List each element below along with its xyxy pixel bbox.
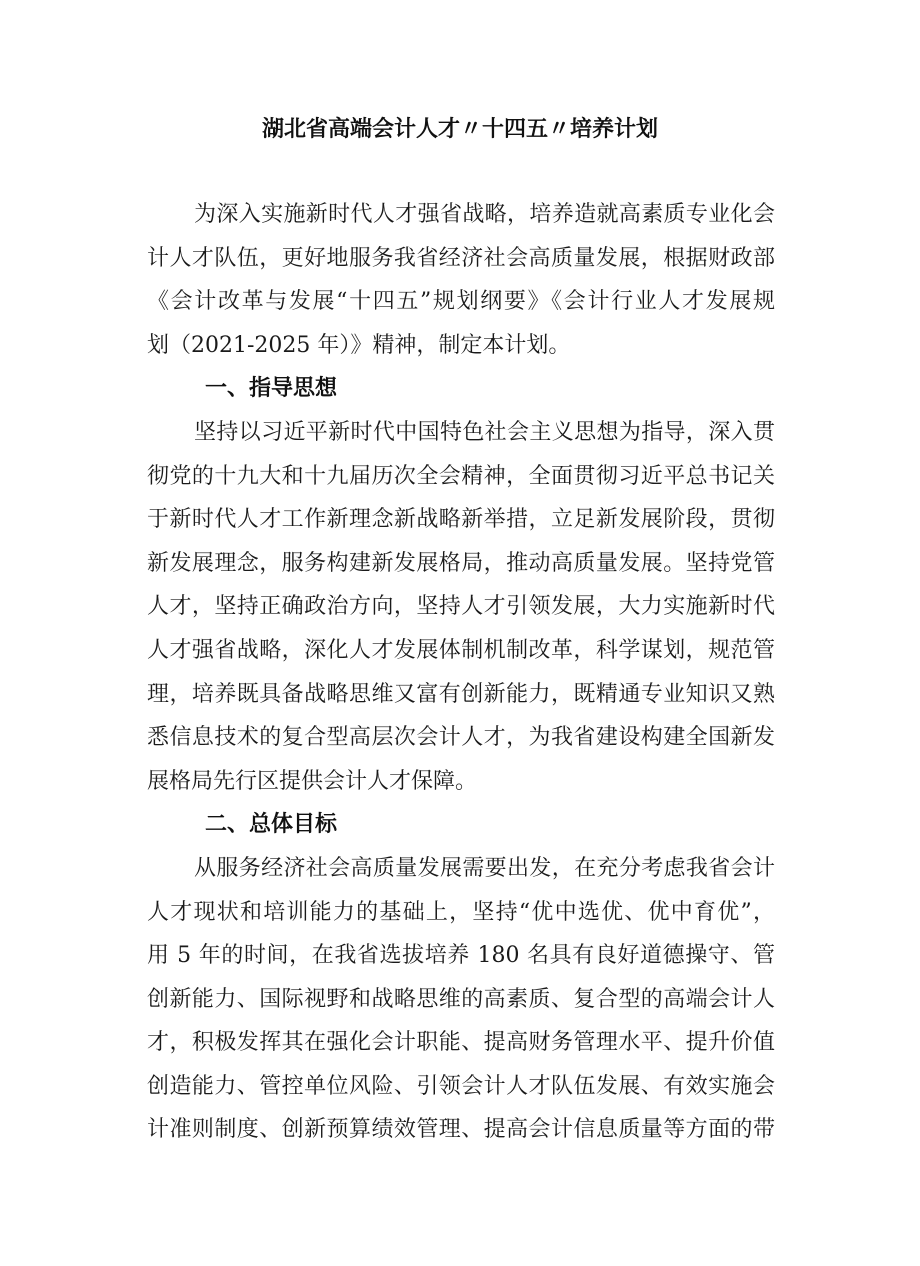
paragraph-line: 人才现状和培训能力的基础上，坚持“优中选优、优中育优”， — [147, 899, 775, 925]
paragraph-line: 人才，坚持正确政治方向，坚持人才引领发展，大力实施新时代 — [147, 594, 775, 620]
paragraph-line: 才，积极发挥其在强化会计职能、提高财务管理水平、提升价值 — [147, 1030, 775, 1056]
section-heading-guiding-ideology: 一、指导思想 — [205, 376, 338, 402]
paragraph-line: 从服务经济社会高质量发展需要出发，在充分考虑我省会计 — [194, 855, 775, 881]
paragraph-line: 为深入实施新时代人才强省战略，培养造就高素质专业化会 — [194, 202, 775, 227]
paragraph-line: 创造能力、管控单位风险、引领会计人才队伍发展、有效实施会 — [147, 1073, 775, 1099]
paragraph-line: 彻党的十九大和十九届历次全会精神，全面贯彻习近平总书记关 — [147, 463, 775, 489]
overall-goal-paragraph — [147, 847, 775, 1152]
paragraph-line: 划（2021-2025 年）》精神，制定本计划。 — [147, 332, 571, 358]
paragraph-line: 新发展理念，服务构建新发展格局，推动高质量发展。坚持党管 — [147, 550, 775, 576]
paragraph-line: 创新能力、国际视野和战略思维的高素质、复合型的高端会计人 — [147, 986, 775, 1012]
document-title: 湖北省高端会计人才〃十四五〃培养计划 — [261, 117, 658, 142]
intro-paragraph — [147, 193, 775, 367]
guiding-ideology-paragraph — [147, 411, 775, 803]
paragraph-line: 计准则制度、创新预算绩效管理、提高会计信息质量等方面的带 — [147, 1117, 775, 1143]
paragraph-line: 计人才队伍，更好地服务我省经济社会高质量发展，根据财政部 — [147, 245, 775, 271]
document-body — [147, 193, 775, 1152]
paragraph-line: 展格局先行区提供会计人才保障。 — [147, 768, 478, 794]
paragraph-line: 人才强省战略，深化人才发展体制机制改革，科学谋划，规范管 — [147, 637, 775, 663]
paragraph-line: 《会计改革与发展“十四五”规划纲要》《会计行业人才发展规 — [147, 289, 775, 315]
paragraph-line: 于新时代人才工作新理念新战略新举措，立足新发展阶段，贯彻 — [147, 507, 775, 533]
section-heading-overall-goal: 二、总体目标 — [205, 812, 338, 838]
paragraph-line: 理，培养既具备战略思维又富有创新能力，既精通专业知识又熟 — [147, 681, 775, 707]
paragraph-line: 用 5 年的时间，在我省选拔培养 180 名具有良好道德操守、管 — [147, 943, 775, 969]
paragraph-line: 悉信息技术的复合型高层次会计人才，为我省建设构建全国新发 — [147, 725, 775, 751]
paragraph-line: 坚持以习近平新时代中国特色社会主义思想为指导，深入贯 — [194, 419, 775, 445]
